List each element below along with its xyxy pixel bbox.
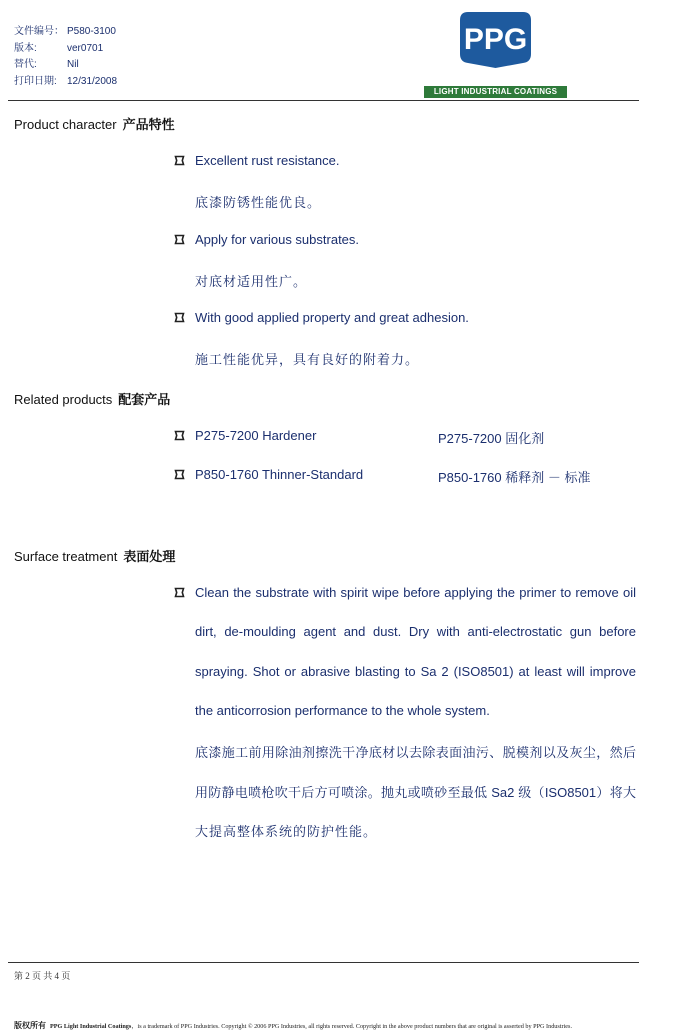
related-product-zh: P850-1760 稀释剂 － 标准	[438, 470, 591, 485]
meta-value: Nil	[67, 59, 79, 70]
section-title-en: Product character	[14, 117, 117, 132]
bullet-icon	[174, 587, 185, 598]
feature-zh: 底漆防锈性能优良。	[195, 195, 322, 210]
meta-value: ver0701	[67, 42, 104, 54]
surface-zh-line: 用防静电喷枪吹干后方可喷涂。抛丸或喷砂至最低 Sa2 级（ISO8501）将大	[195, 785, 636, 800]
bullet-icon	[174, 155, 185, 166]
page-number: 第 2 页 共 4 页	[14, 971, 71, 981]
section-title-zh: 表面处理	[123, 549, 176, 564]
ppg-logo-mark	[460, 12, 531, 68]
section-title-zh: 产品特性	[122, 117, 175, 132]
feature-zh: 施工性能优异，具有良好的附着力。	[195, 352, 420, 367]
feature-en: Excellent rust resistance.	[195, 153, 340, 168]
bullet-icon	[174, 469, 185, 480]
section-title-zh: 配套产品	[118, 392, 171, 407]
section-title-en: Surface treatment	[14, 549, 118, 564]
section-title-related-products	[14, 389, 170, 408]
surface-en-line: dirt, de-moulding agent and dust. Dry with anti-electrostatic gun before	[195, 624, 636, 639]
meta-key: 文件编号：	[14, 26, 64, 37]
related-product-en: P850-1760 Thinner-Standard	[195, 467, 364, 482]
meta-key: 版本:	[14, 42, 37, 54]
related-product-en: P275-7200 Hardener	[195, 428, 317, 443]
copyright-text: ，is a trademark of PPG Industries. Copyright © 2006 PPG Industries, all rights reserved. Copyright in the above product numbers that are original is asserted by PPG Industries.	[131, 1023, 572, 1030]
feature-zh: 对底材适用性广。	[195, 274, 308, 289]
logo-tagline: LIGHT INDUSTRIAL COATINGS	[424, 86, 567, 98]
bullet-icon	[174, 234, 185, 245]
surface-en-line: spraying. Shot or abrasive blasting to Sa 2 (ISO8501) at least will improve	[195, 664, 636, 679]
surface-en-line: the anticorrosion performance to the whole system.	[195, 703, 490, 718]
section-title-product-character	[14, 114, 175, 133]
copyright-brand: PPG Light Industrial Coatings	[50, 1023, 132, 1030]
meta-row-print-date	[14, 74, 117, 91]
section-title-en: Related products	[14, 392, 113, 407]
meta-key: 替代:	[14, 59, 37, 70]
surface-en-line: Clean the substrate with spirit wipe before applying the primer to remove oil	[195, 585, 636, 600]
document-meta	[14, 24, 117, 90]
logo-letters: PPG	[463, 23, 528, 56]
meta-key: 打印日期:	[14, 75, 57, 87]
bullet-icon	[174, 430, 185, 441]
copyright-owner: 版权所有	[14, 1021, 46, 1030]
meta-row-replaces	[14, 57, 117, 74]
meta-row-doc-number	[14, 24, 117, 41]
surface-zh-line: 大提高整体系统的防护性能。	[195, 824, 378, 839]
footer-divider	[8, 962, 639, 963]
copyright-notice	[14, 1020, 572, 1031]
meta-value: 12/31/2008	[67, 75, 118, 87]
feature-en: With good applied property and great adhesion.	[195, 310, 469, 325]
bullet-icon	[174, 312, 185, 323]
feature-en: Apply for various substrates.	[195, 232, 360, 247]
meta-row-version	[14, 41, 117, 58]
ppg-logo	[424, 12, 567, 96]
section-title-surface-treatment	[14, 546, 175, 565]
header-divider	[8, 100, 639, 101]
surface-zh-line: 底漆施工前用除油剂擦洗干净底材以去除表面油污、脱模剂以及灰尘，然后	[195, 745, 636, 760]
related-product-zh: P275-7200 固化剂	[438, 431, 545, 446]
meta-value: P580-3100	[67, 26, 116, 37]
